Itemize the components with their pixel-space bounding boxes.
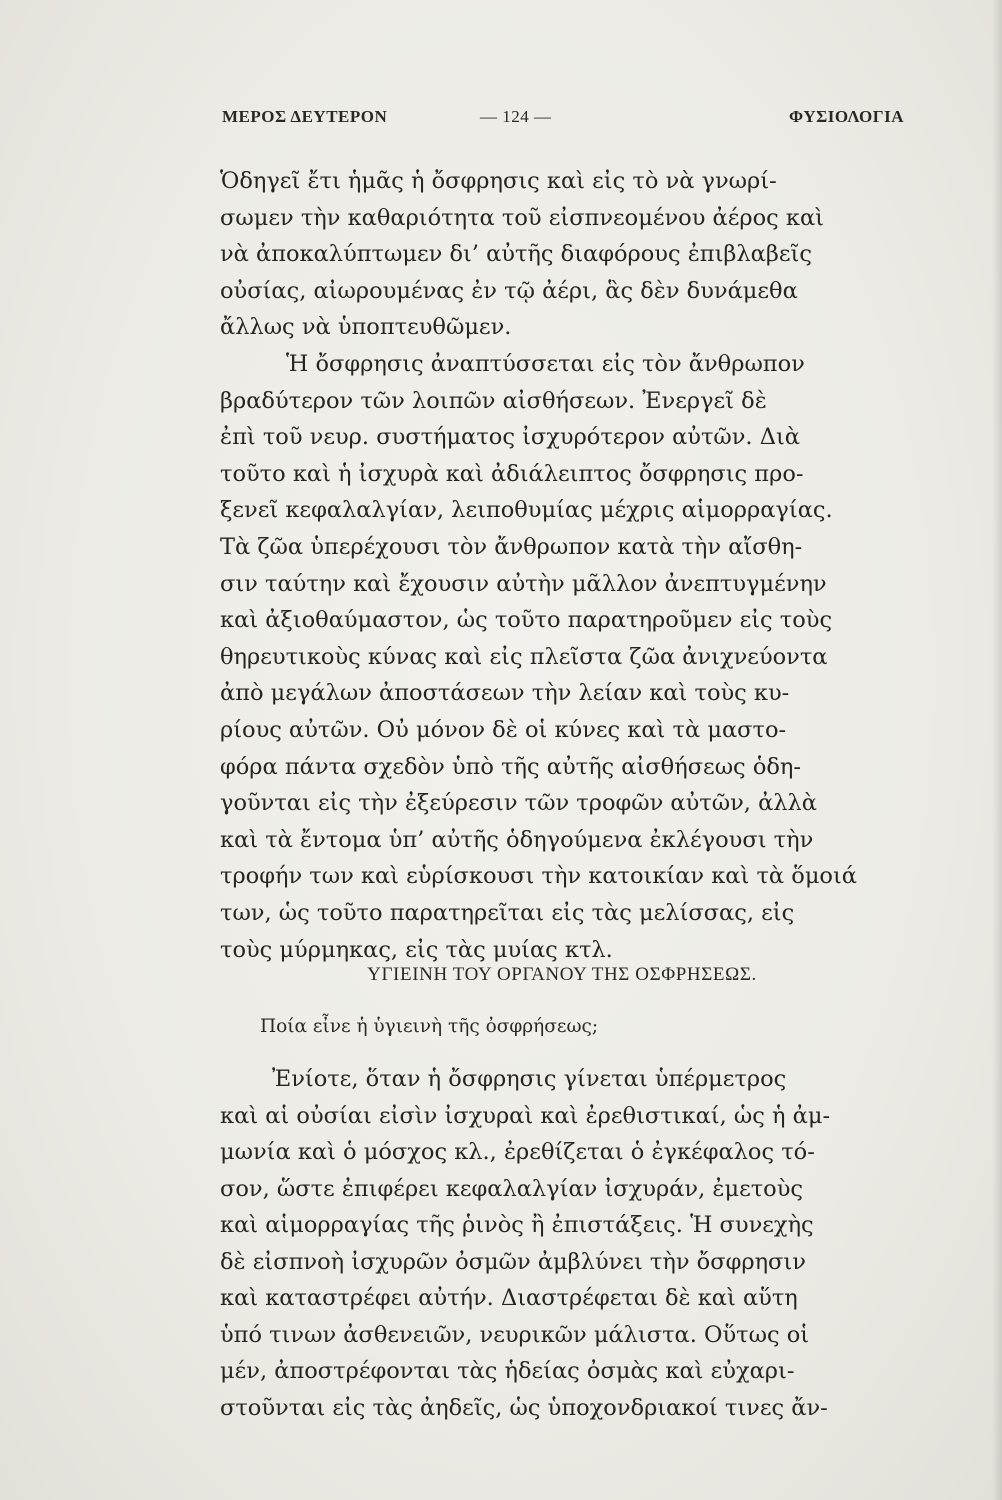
text-line: Ὁδηγεῖ ἔτι ἡμᾶς ἡ ὄσφρησις καὶ εἰς τὸ νὰ γνωρί- (220, 168, 777, 194)
text-line: καὶ τὰ ἔντομα ὑπ’ αὐτῆς ὁδηγούμενα ἐκλέγουσι τὴν (220, 826, 814, 853)
text-line: γοῦνται εἰς τὴν ἐξεύρεσιν τῶν τροφῶν αὐτῶν, ἀλλὰ (220, 790, 817, 817)
header-subject: ΦΥΣΙΟΛΟΓΙΑ (789, 107, 904, 126)
text-line: Ἡ ὄσφρησις ἀναπτύσσεται εἰς τὸν ἄνθρωπον (286, 351, 805, 377)
text-line: μωνία καὶ ὁ μόσχος κλ., ἐρεθίζεται ὁ ἐγκέφαλος τό- (220, 1139, 815, 1165)
text-line: ξενεῖ κεφαλαλγίαν, λειποθυμίας μέχρις αἱμορραγίας. (220, 497, 833, 524)
running-header (222, 103, 904, 133)
text-line: οὐσίας, αἰωρουμένας ἐν τῷ ἀέρι, ἃς δὲν δυνάμεθα (220, 277, 798, 304)
text-line: καὶ αἱ οὐσίαι εἰσὶν ἰσχυραὶ καὶ ἐρεθιστικαί, ὡς ἡ ἀμ- (220, 1102, 831, 1129)
page-number: — 124 — (480, 107, 552, 126)
text-line: καὶ καταστρέφει αὐτήν. Διαστρέφεται δὲ καὶ αὕτη (220, 1285, 798, 1311)
header-part-title: ΜΕΡΟΣ ΔΕΥΤΕΡΟΝ (222, 107, 388, 126)
text-line: τοὺς μύρμηκας, εἰς τὰς μυίας κτλ. (220, 936, 613, 963)
text-line: ὑπό τινων ἀσθενειῶν, νευρικῶν μάλιστα. Οὕτως οἱ (220, 1321, 810, 1348)
text-line: ἐπὶ τοῦ νευρ. συστήματος ἰσχυρότερον αὐτῶν. Διὰ (220, 424, 800, 451)
text-line: μέν, ἀποστρέφονται τὰς ἡδείας ὀσμὰς καὶ εὐχαρι- (220, 1358, 795, 1384)
text-line: νὰ ἀποκαλύπτωμεν δι’ αὐτῆς διαφόρους ἐπιβλαβεῖς (220, 241, 812, 268)
text-line: ἀπὸ μεγάλων ἀποστάσεων τὴν λείαν καὶ τοὺς κυ- (220, 680, 790, 707)
question-line: Ποία εἶνε ἡ ὑγιεινὴ τῆς ὀσφρήσεως; (260, 1016, 599, 1037)
text-line: σιν ταύτην καὶ ἔχουσιν αὐτὴν μᾶλλον ἀνεπτυγμένην (220, 570, 827, 597)
text-line: δὲ εἰσπνοὴ ἰσχυρῶν ὀσμῶν ἀμβλύνει τὴν ὄσφρησιν (220, 1248, 806, 1275)
text-line: ρίους αὐτῶν. Οὐ μόνον δὲ οἱ κύνες καὶ τὰ μαστο- (220, 717, 787, 743)
text-line: βραδύτερον τῶν λοιπῶν αἰσθήσεων. Ἐνεργεῖ δὲ (220, 387, 767, 414)
page-edge-shadow (992, 0, 1002, 1500)
text-line: ἄλλως νὰ ὑποπτευθῶμεν. (220, 314, 512, 341)
text-line: Ἐνίοτε, ὅταν ἡ ὄσφρησις γίνεται ὑπέρμετρος (272, 1066, 787, 1092)
text-line: σωμεν τὴν καθαριότητα τοῦ εἰσπνεομένου ἀέρος καὶ (220, 204, 825, 231)
text-line: σον, ὥστε ἐπιφέρει κεφαλαλγίαν ἰσχυράν, ἐμετοὺς (220, 1175, 804, 1202)
text-line: καὶ αἱμορραγίας τῆς ῥινὸς ἢ ἐπιστάξεις. Ἡ συνεχὴς (220, 1212, 814, 1238)
text-line: τοῦτο καὶ ἡ ἰσχυρὰ καὶ ἀδιάλειπτος ὄσφρησις προ- (220, 460, 804, 487)
text-line: τροφήν των καὶ εὑρίσκουσι τὴν κατοικίαν καὶ τὰ ὅμοιά (220, 863, 857, 890)
text-line: φόρα πάντα σχεδὸν ὑπὸ τῆς αὐτῆς αἰσθήσεως ὁδη- (220, 753, 801, 780)
section-heading: ΥΓΙΕΙΝΗ ΤΟΥ ΟΡΓΑΝΟΥ ΤΗΣ ΟΣΦΡΗΣΕΩΣ. (367, 964, 757, 985)
text-line: Τὰ ζῶα ὑπερέχουσι τὸν ἄνθρωπον κατὰ τὴν αἴσθη- (220, 534, 803, 560)
text-line: καὶ ἀξιοθαύμαστον, ὡς τοῦτο παρατηροῦμεν εἰς τοὺς (220, 607, 833, 634)
text-line: των, ὡς τοῦτο παρατηρεῖται εἰς τὰς μελίσσας, εἰς (220, 900, 795, 926)
text-line: στοῦνται εἰς τὰς ἀηδεῖς, ὡς ὑποχονδριακοί τινες ἄν- (220, 1394, 828, 1421)
text-line: θηρευτικοὺς κύνας καὶ εἰς πλεῖστα ζῶα ἀνιχνεύοντα (220, 643, 828, 670)
